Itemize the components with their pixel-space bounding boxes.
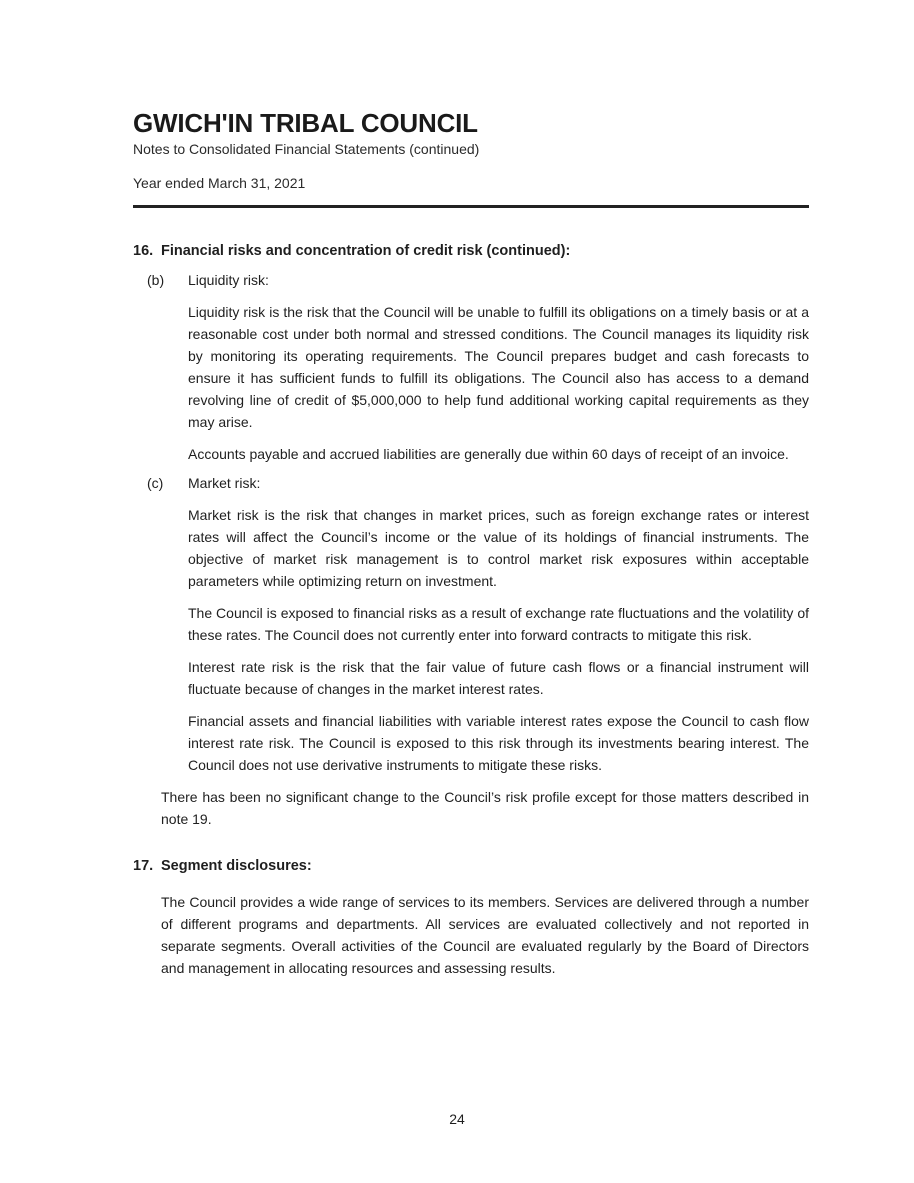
organization-title: GWICH'IN TRIBAL COUNCIL: [133, 108, 478, 138]
section-17-title: Segment disclosures:: [161, 858, 312, 874]
market-risk-paragraph-1: Market risk is the risk that changes in market prices, such as foreign exchange rates or interest rates will affect the Council’s income or the value of its holdings of financial instruments. The objective of market risk management is to control market risk exposures within acceptable parameters while optimizing return on investment.: [188, 507, 809, 589]
market-risk-paragraph-4: Financial assets and financial liabilities with variable interest rates expose the Council to cash flow interest rate risk. The Council is exposed to this risk through its investments bearing interest. The Council does not use derivative instruments to mitigate these risks.: [188, 713, 809, 773]
section-16-title: Financial risks and concentration of credit risk (continued):: [161, 243, 571, 259]
section-17-heading: [133, 855, 809, 877]
section-17-number: 17.: [133, 858, 154, 874]
subsection-c-letter: (c): [147, 475, 164, 491]
subsection-b-letter: (b): [147, 272, 165, 288]
segment-disclosures-paragraph: The Council provides a wide range of services to its members. Services are delivered through a number of different programs and departments. All services are evaluated collectively and not reported in separate segments. Overall activities of the Council are evaluated regularly by the Board of Directors and management in allocating resources and assessing results.: [161, 894, 809, 976]
subsection-b-label: Liquidity risk:: [188, 272, 269, 288]
section-16-number: 16.: [133, 243, 154, 259]
page-header: [133, 108, 809, 192]
subsection-b-heading: [147, 269, 809, 291]
section-16-heading: [133, 240, 809, 262]
page-number: 24: [449, 1111, 465, 1127]
subsection-c-label: Market risk:: [188, 475, 261, 491]
fiscal-year: Year ended March 31, 2021: [133, 175, 306, 191]
document-subtitle: Notes to Consolidated Financial Statements (continued): [133, 141, 480, 157]
subsection-c-heading: [147, 472, 809, 494]
liquidity-risk-paragraph-2: Accounts payable and accrued liabilities are generally due within 60 days of receipt of an invoice.: [188, 446, 789, 462]
section-16-closing-paragraph: There has been no significant change to the Council’s risk profile except for those matters described in note 19.: [161, 789, 809, 827]
header-divider: [133, 205, 809, 208]
market-risk-paragraph-3: Interest rate risk is the risk that the fair value of future cash flows or a financial instrument will fluctuate because of changes in the market interest rates.: [188, 659, 809, 697]
market-risk-paragraph-2: The Council is exposed to financial risks as a result of exchange rate fluctuations and the volatility of these rates. The Council does not currently enter into forward contracts to mitigate this risk.: [188, 605, 809, 643]
liquidity-risk-paragraph-1: Liquidity risk is the risk that the Council will be unable to fulfill its obligations on a timely basis or at a reasonable cost under both normal and stressed conditions. The Council manages its liquidity risk by monitoring its operating requirements. The Council prepares budget and cash forecasts to ensure it has sufficient funds to fulfill its obligations. The Council also has access to a demand revolving line of credit of $5,000,000 to help fund additional working capital requirements as they may arise.: [188, 304, 809, 430]
page-body: [133, 240, 809, 979]
